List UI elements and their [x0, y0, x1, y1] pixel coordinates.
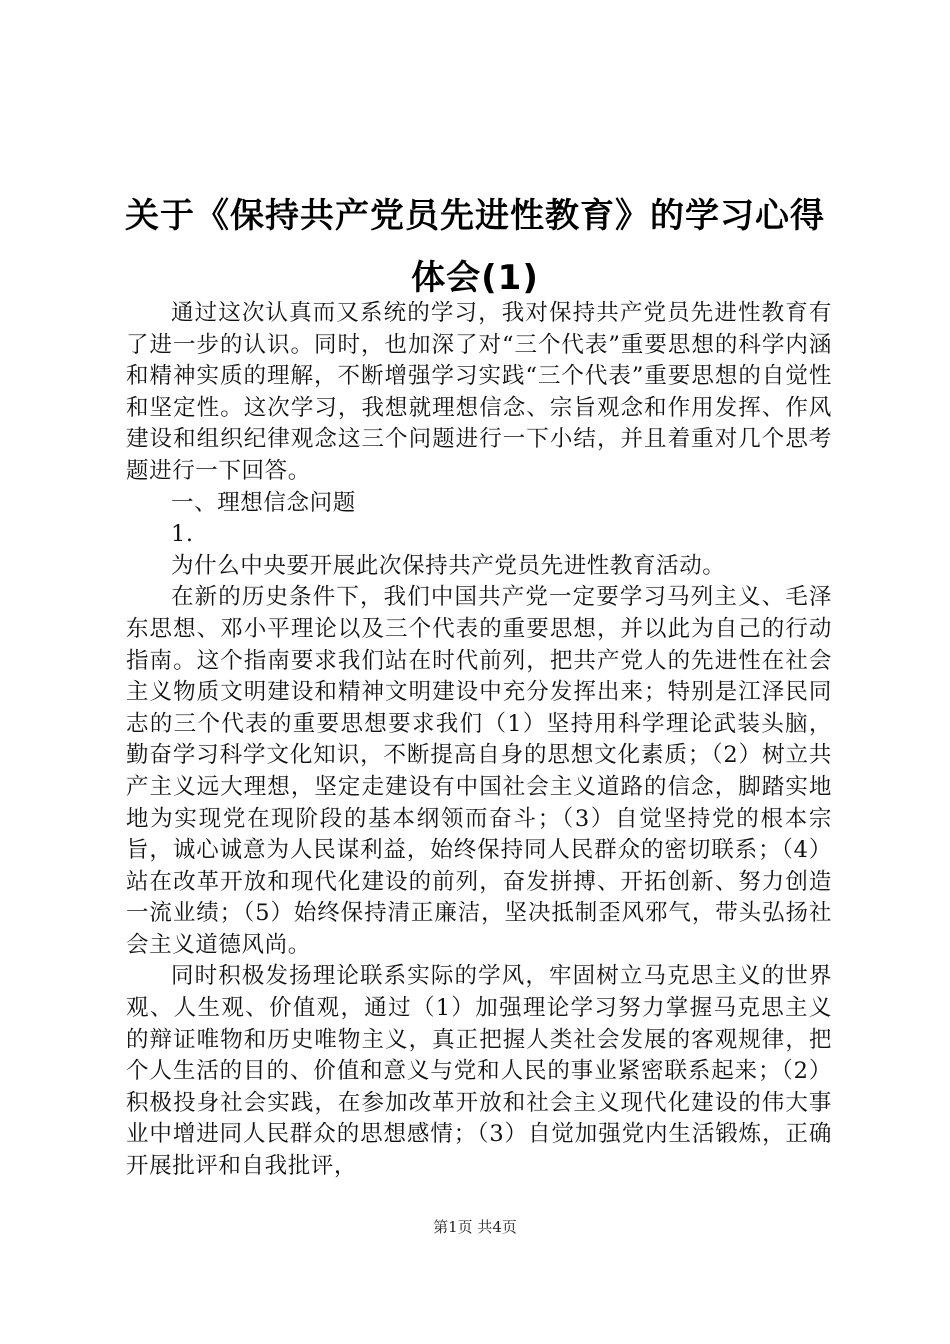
paragraph-study-style: 同时积极发扬理论联系实际的学风，牢固树立马克思主义的世界观、人生观、价值观，通过（1）加强理论学习努力掌握马克思主义的辩证唯物和历史唯物主义，真正把握人类社会发展的客观规律，把个人生活的目的、价值和意义与党和人民的事业紧密联系起来；（2）积极投身社会实践，在参加改革开放和社会主义现代化建设的伟大事业中增进同人民群众的思想感情；（3）自觉加强党内生活锻炼，正确开展批评和自我批评，	[126, 963, 832, 1180]
page-footer: 第1页 共4页	[433, 1218, 517, 1236]
item-number: 1.	[171, 521, 194, 548]
paragraph-intro: 通过这次认真而又系统的学习，我对保持共产党员先进性教育有了进一步的认识。同时，也加深了对“三个代表”重要思想的科学内涵和精神实质的理解，不断增强学习实践“三个代表”重要思想的自觉性和坚定性。这次学习，我想就理想信念、宗旨观念和作用发挥、作风建设和组织纪律观念这三个问题进行一下小结，并且着重对几个思考题进行一下回答。	[126, 300, 832, 484]
section-heading-ideals: 一、理想信念问题	[171, 489, 356, 516]
document-title: 关于《保持共产党员先进性教育》的学习心得体会(1)	[125, 196, 825, 298]
paragraph-answer: 在新的历史条件下，我们中国共产党一定要学习马列主义、毛泽东思想、邓小平理论以及三个代表的重要思想，并以此为自己的行动指南。这个指南要求我们站在时代前列，把共产党人的先进性在社会主义物质文明建设和精神文明建设中充分发挥出来；特别是江泽民同志的三个代表的重要思想要求我们（1）坚持用科学理论武装头脑，勤奋学习科学文化知识，不断提高自身的思想文化素质；（2）树立共产主义远大理想，坚定走建设有中国社会主义道路的信念，脚踏实地地为实现党在现阶段的基本纲领而奋斗；（3）自觉坚持党的根本宗旨，诚心诚意为人民谋利益，始终保持同人民群众的密切联系；（4）站在改革开放和现代化建设的前列，奋发拼搏、开拓创新、努力创造一流业绩；（5）始终保持清正廉洁，坚决抵制歪风邪气，带头弘扬社会主义道德风尚。	[126, 584, 832, 958]
question-heading: 为什么中央要开展此次保持共产党员先进性教育活动。	[171, 552, 726, 579]
document-body	[126, 298, 832, 1183]
